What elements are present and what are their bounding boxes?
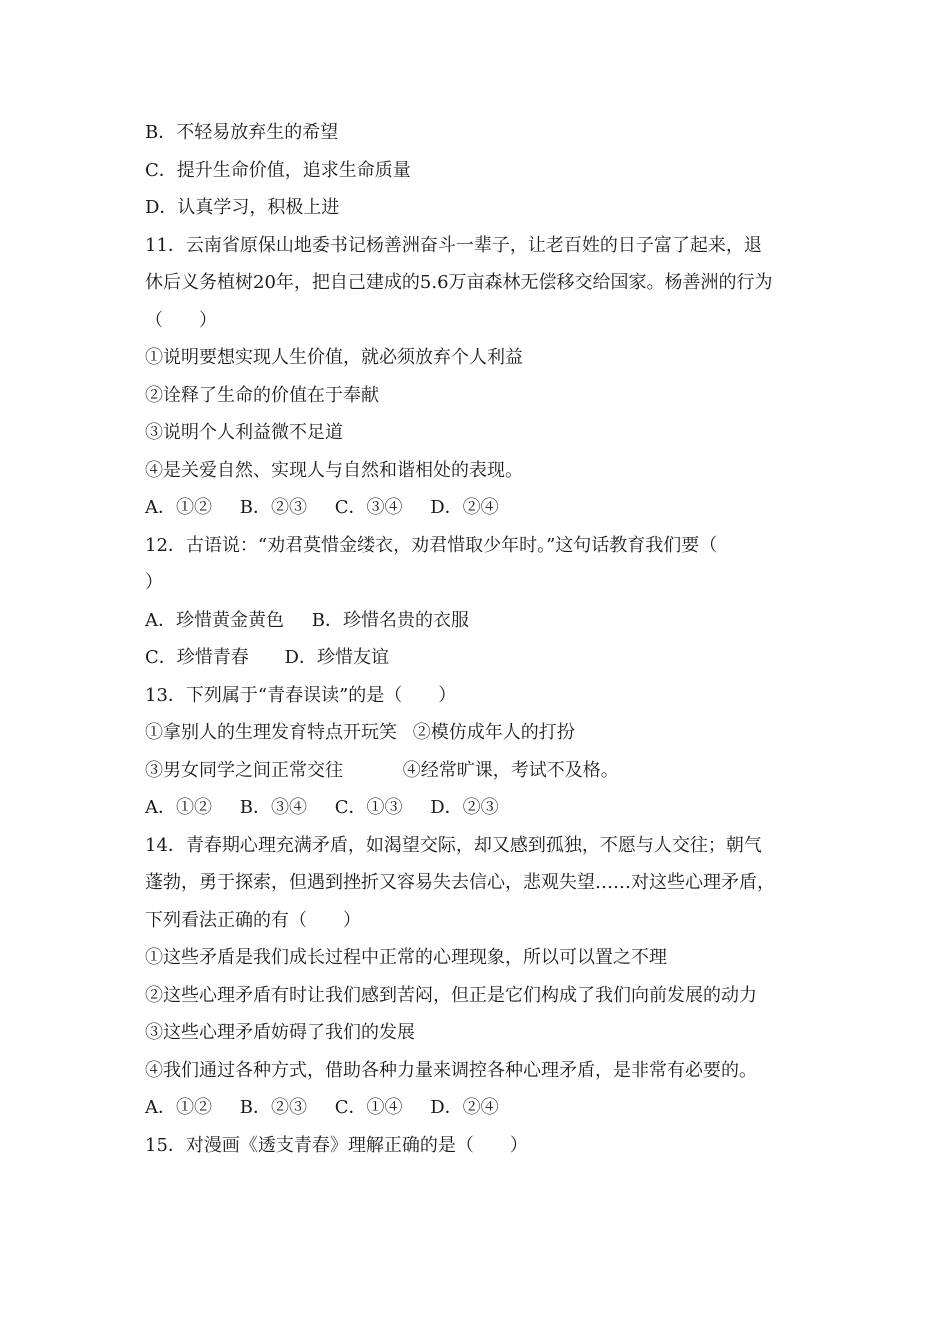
q13-item-1: ①拿别人的生理发育特点开玩笑 xyxy=(145,722,397,743)
q14-options xyxy=(145,1089,810,1127)
q12-stem-line1: 12．古语说：“劝君莫惜金缕衣，劝君惜取少年时。”这句话教育我们要（ xyxy=(145,534,718,556)
q13-stem: 13．下列属于“青春误读”的是（ ） xyxy=(145,684,457,706)
q10-option-c: C．提升生命价值，追求生命质量 xyxy=(145,159,411,181)
q11-option-b: B．②③ xyxy=(239,497,307,518)
q13-option-b: B．③④ xyxy=(239,797,307,818)
q13-items-row2 xyxy=(145,752,810,790)
q14-option-b: B．②③ xyxy=(239,1097,307,1118)
q14-stem-line1: 14．青春期心理充满矛盾，如渴望交际，却又感到孤独，不愿与人交往；朝气 xyxy=(145,834,762,856)
q14-option-a: A．①② xyxy=(145,1097,212,1118)
q13-item-4: ④经常旷课，考试不及格。 xyxy=(402,759,619,781)
q12-stem-line2: ） xyxy=(145,572,163,593)
q11-options xyxy=(145,489,810,527)
q14-item-4: ④我们通过各种方式，借助各种力量来调控各种心理矛盾，是非常有必要的。 xyxy=(145,1059,757,1081)
q13-item-3: ③男女同学之间正常交往 xyxy=(145,759,343,781)
q11-option-d: D．②④ xyxy=(430,497,499,518)
q14-item-2: ②这些心理矛盾有时让我们感到苦闷，但正是它们构成了我们向前发展的动力 xyxy=(145,984,757,1006)
q14-stem-line3: 下列看法正确的有（ ） xyxy=(145,909,361,931)
q13-option-a: A．①② xyxy=(145,797,212,818)
q13-options xyxy=(145,789,810,827)
q11-stem-line1: 11．云南省原保山地委书记杨善洲奋斗一辈子，让老百姓的日子富了起来，退 xyxy=(145,234,762,256)
q10-option-d: D．认真学习，积极上进 xyxy=(145,197,340,218)
q11-item-1: ①说明要想实现人生价值，就必须放弃个人利益 xyxy=(145,347,523,368)
q11-option-a: A．①② xyxy=(145,497,212,518)
q13-option-c: C．①③ xyxy=(334,797,403,818)
exam-page xyxy=(145,114,810,1164)
q14-item-1: ①这些矛盾是我们成长过程中正常的心理现象，所以可以置之不理 xyxy=(145,947,667,968)
q13-item-2: ②模仿成年人的打扮 xyxy=(412,722,575,743)
q12-option-d: D．珍惜友谊 xyxy=(284,647,389,668)
q11-stem-line3: （ ） xyxy=(145,309,217,331)
q14-option-c: C．①④ xyxy=(334,1097,403,1118)
q11-option-c: C．③④ xyxy=(334,497,403,518)
q14-stem-line2: 蓬勃，勇于探索，但遇到挫折又容易失去信心，悲观失望……对这些心理矛盾， xyxy=(145,872,775,893)
q12-option-a: A．珍惜黄金黄色 xyxy=(145,609,284,631)
q12-option-c: C．珍惜青春 xyxy=(145,647,249,668)
q15-stem: 15．对漫画《透支青春》理解正确的是（ ） xyxy=(145,1134,528,1156)
q14-option-d: D．②④ xyxy=(430,1097,499,1118)
q12-options-row2 xyxy=(145,639,810,677)
q11-item-2: ②诠释了生命的价值在于奉献 xyxy=(145,384,379,406)
q12-options-row1 xyxy=(145,602,810,640)
q10-option-b: B．不轻易放弃生的希望 xyxy=(145,122,339,143)
q11-item-4: ④是关爱自然、实现人与自然和谐相处的表现。 xyxy=(145,459,523,481)
q13-option-d: D．②③ xyxy=(430,797,499,818)
q14-item-3: ③这些心理矛盾妨碍了我们的发展 xyxy=(145,1022,415,1043)
q11-stem-line2: 休后义务植树20年，把自己建成的5.6万亩森林无偿移交给国家。杨善洲的行为 xyxy=(145,272,773,293)
q13-items-row1 xyxy=(145,714,810,752)
q12-option-b: B．珍惜名贵的衣服 xyxy=(311,609,469,631)
q11-item-3: ③说明个人利益微不足道 xyxy=(145,422,343,443)
